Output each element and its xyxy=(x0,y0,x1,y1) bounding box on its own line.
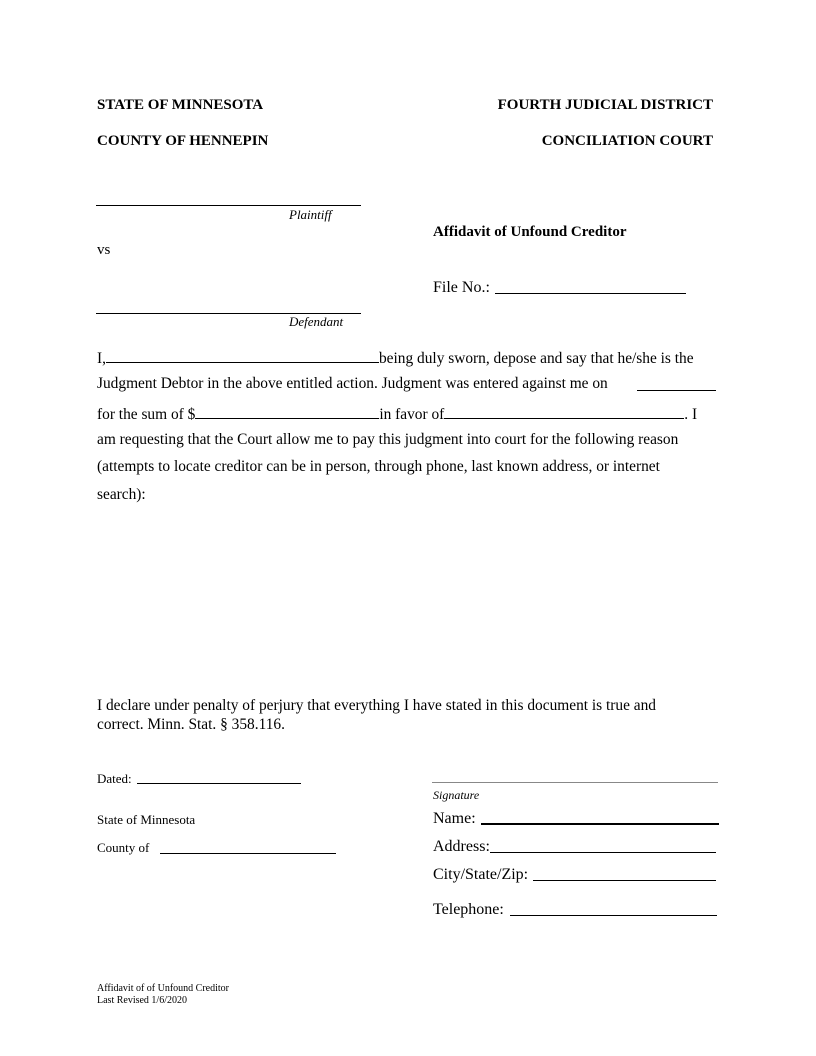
city-state-zip-label: City/State/Zip: xyxy=(433,866,529,883)
name-field[interactable] xyxy=(481,823,719,825)
creditor-field[interactable] xyxy=(444,403,684,419)
name-label: Name: xyxy=(433,810,476,827)
body-line-6: search): xyxy=(97,486,146,503)
body-favor-text: in favor of xyxy=(379,406,445,423)
state-heading: STATE OF MINNESOTA xyxy=(97,97,264,113)
judgment-date-field[interactable] xyxy=(637,390,716,391)
document-title: Affidavit of Unfound Creditor xyxy=(433,224,627,240)
signature-field[interactable] xyxy=(432,782,718,783)
county-field[interactable] xyxy=(160,853,336,854)
telephone-label: Telephone: xyxy=(433,901,504,918)
body-sum-text: for the sum of $ xyxy=(97,406,196,423)
body-i: I, xyxy=(97,350,106,367)
footer xyxy=(97,983,229,1007)
district-heading: FOURTH JUDICIAL DISTRICT xyxy=(497,97,713,113)
dated-label: Dated: xyxy=(97,771,132,786)
plaintiff-label: Plaintiff xyxy=(289,207,332,222)
body-sworn: being duly sworn, depose and say that he/she is the xyxy=(378,350,694,367)
state-label: State of Minnesota xyxy=(97,812,196,827)
county-heading: COUNTY OF HENNEPIN xyxy=(97,133,269,149)
declaration-line-2: correct. Minn. Stat. § 358.116. xyxy=(97,716,285,733)
vs-text: vs xyxy=(97,242,111,258)
affiant-name-field[interactable] xyxy=(106,347,379,363)
telephone-field[interactable] xyxy=(510,915,717,916)
body-line-3 xyxy=(97,403,697,424)
defendant-label: Defendant xyxy=(289,314,344,329)
body-line-4: am requesting that the Court allow me to pay this judgment into court for the following reason xyxy=(97,431,679,448)
file-no-field[interactable] xyxy=(495,293,686,294)
body-line-5: (attempts to locate creditor can be in person, through phone, last known address, or internet xyxy=(97,458,660,475)
footer-form-name: Affidavit of of Unfound Creditor xyxy=(97,983,230,994)
file-no-label: File No.: xyxy=(433,279,490,296)
address-field[interactable] xyxy=(490,852,716,853)
body-line-2 xyxy=(97,375,608,393)
body-line-1 xyxy=(97,347,694,368)
body-i-text: . I xyxy=(684,406,698,423)
county-label: County of xyxy=(97,840,150,855)
sum-field[interactable] xyxy=(195,403,379,419)
footer-revision: Last Revised 1/6/2020 xyxy=(97,995,187,1006)
city-state-zip-field[interactable] xyxy=(533,880,716,881)
court-heading: CONCILIATION COURT xyxy=(541,133,713,149)
dated-field[interactable] xyxy=(137,783,301,784)
body-judgment-text: Judgment Debtor in the above entitled action. Judgment was entered against me on xyxy=(97,375,608,392)
plaintiff-field[interactable] xyxy=(96,205,361,206)
signature-label: Signature xyxy=(433,788,480,802)
address-label: Address: xyxy=(433,838,490,855)
declaration-line-1: I declare under penalty of perjury that everything I have stated in this document is true and xyxy=(97,697,657,714)
